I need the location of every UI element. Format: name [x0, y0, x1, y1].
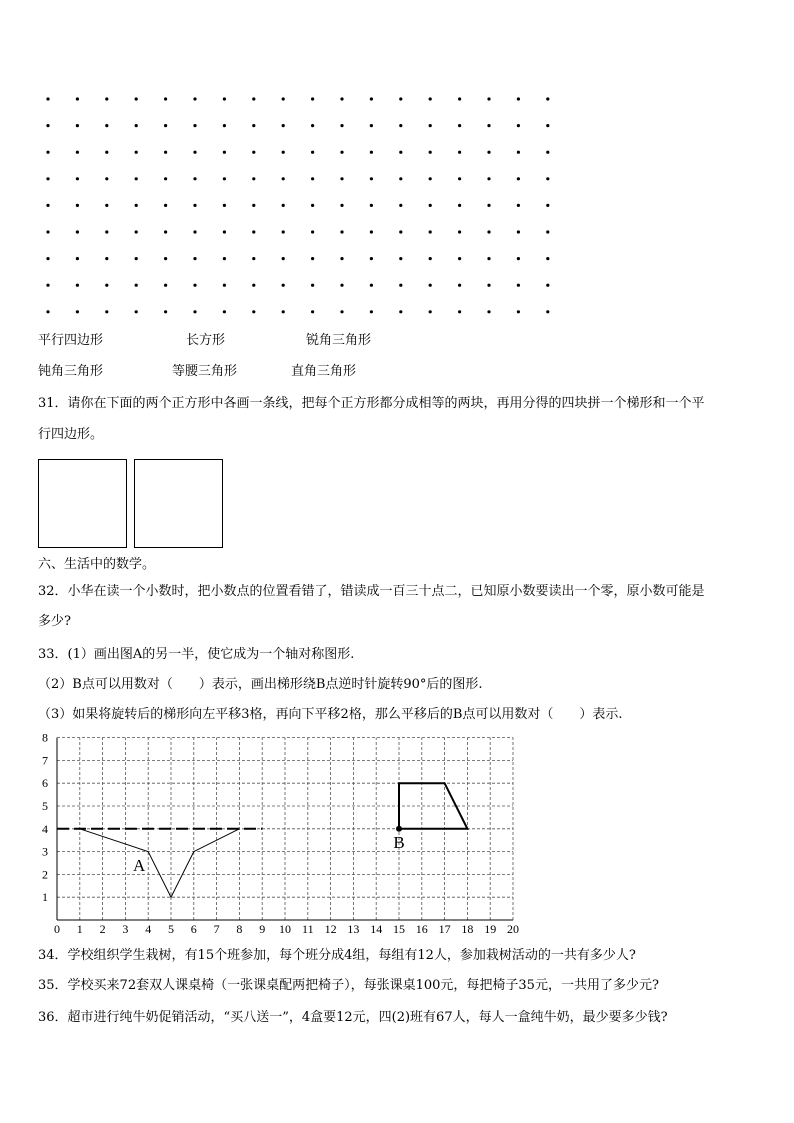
x-tick-label: 20 — [507, 922, 519, 936]
x-tick-label: 19 — [484, 922, 497, 936]
q33-part1: 33．(1）画出图A的另一半，使它成为一个轴对称图形. — [38, 647, 355, 662]
y-tick-label: 1 — [42, 890, 48, 905]
x-tick-label: 4 — [145, 922, 152, 936]
q35-text: 35．学校买来72套双人课桌椅（一张课桌配两把椅子），每张课桌100元，每把椅子35元，一共用了多少元? — [38, 978, 659, 993]
q32-text-line2: 多少? — [38, 614, 71, 629]
x-tick-label: 0 — [54, 922, 60, 936]
x-tick-label: 9 — [259, 922, 266, 936]
x-tick-label: 1 — [76, 922, 83, 936]
point-b — [396, 826, 402, 832]
x-tick-label: 10 — [279, 922, 291, 936]
y-tick-label: 4 — [42, 821, 48, 836]
shape-name-rectangle: 长方形 — [186, 333, 226, 348]
x-tick-label: 13 — [347, 922, 360, 936]
x-tick-label: 5 — [168, 922, 174, 936]
x-tick-label: 8 — [236, 922, 243, 936]
q31-text-line2: 行四边形。 — [38, 427, 104, 442]
shape-name-obtuse-triangle: 钝角三角形 — [38, 364, 104, 379]
x-tick-label: 6 — [190, 922, 197, 936]
x-tick-label: 11 — [302, 922, 314, 936]
x-tick-label: 15 — [393, 922, 405, 936]
y-tick-label: 8 — [42, 730, 48, 745]
label-a: A — [132, 855, 146, 875]
q36-text: 36．超市进行纯牛奶促销活动，“买八送一”，4盒要12元，四(2)班有67人，每人一盒纯牛奶，最少要多少钱? — [38, 1010, 668, 1025]
y-tick-label: 5 — [42, 799, 48, 813]
shape-name-acute-triangle: 锐角三角形 — [306, 333, 372, 348]
figure-a-half — [80, 829, 240, 897]
q33-part2: （2）B点可以用数对（ ）表示，画出梯形绕B点逆时针旋转90°后的图形. — [38, 677, 483, 692]
q34-text: 34．学校组织学生栽树，有15个班参加，每个班分成4组，每组有12人，参加栽树活动的一共有多少人? — [38, 948, 636, 963]
shape-name-isosceles-triangle: 等腰三角形 — [172, 364, 238, 379]
x-tick-label: 17 — [438, 922, 451, 936]
q33-part3: （3）如果将旋转后的梯形向左平移3格，再向下平移2格，那么平移后的B点可以用数对（ ）表示. — [38, 707, 623, 722]
shape-name-parallelogram: 平行四边形 — [38, 333, 104, 348]
x-tick-label: 7 — [213, 922, 220, 936]
q31-text-line1: 31．请你在下面的两个正方形中各画一条线，把每个正方形都分成相等的两块，再用分得的四块拼一个梯形和一个平 — [38, 396, 705, 411]
label-b: B — [393, 832, 405, 852]
y-tick-label: 2 — [42, 867, 48, 882]
x-tick-label: 18 — [461, 922, 474, 936]
x-tick-label: 3 — [122, 922, 129, 936]
shape-name-right-triangle: 直角三角形 — [291, 364, 357, 379]
x-tick-label: 14 — [370, 922, 383, 936]
x-tick-label: 12 — [324, 922, 337, 936]
y-tick-label: 7 — [42, 753, 48, 768]
y-tick-label: 3 — [42, 844, 48, 859]
q32-text-line1: 32．小华在读一个小数时，把小数点的位置看错了，错读成一百三十点二，已知原小数要读出一个零，原小数可能是 — [38, 584, 705, 599]
x-tick-label: 16 — [415, 922, 428, 936]
y-tick-label: 6 — [42, 776, 48, 791]
section-heading: 六、生活中的数学。 — [38, 557, 156, 572]
x-tick-label: 2 — [99, 922, 106, 936]
